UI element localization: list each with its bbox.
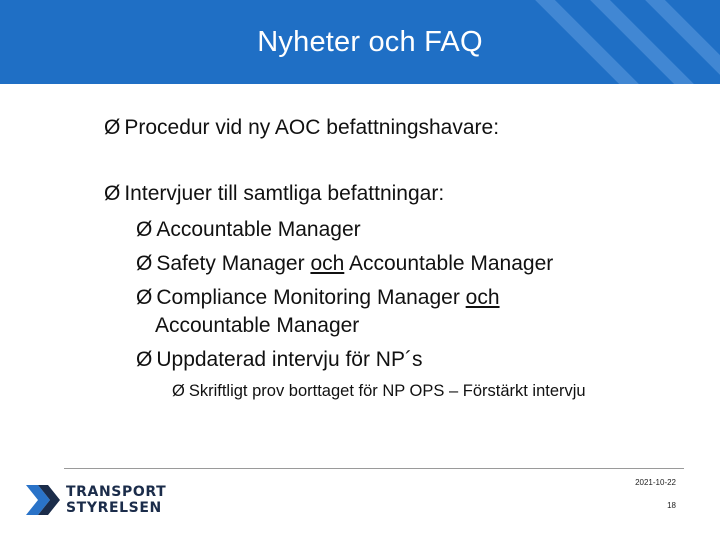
page-number: 18	[667, 501, 676, 510]
bullet-arrow-icon: Ø	[136, 286, 153, 309]
bullet-text: Procedur vid ny AOC befattningshavare:	[124, 116, 500, 139]
sub-bullet-text-post: Accountable Manager	[344, 252, 554, 275]
logo-mark-icon	[26, 485, 60, 515]
sub-bullet-underlined: och	[310, 252, 345, 275]
logo-line-2: STYRELSEN	[66, 500, 162, 516]
bullet-arrow-icon: Ø	[136, 252, 153, 275]
logo-wordmark	[66, 484, 166, 516]
footer-date: 2021-10-22	[635, 478, 676, 487]
sub-bullet-text-pre: Safety Manager	[156, 252, 311, 275]
sub-bullet-text-pre: Compliance Monitoring Manager	[156, 286, 466, 309]
sub-bullet-underlined: och	[465, 286, 500, 309]
bullet-arrow-icon: Ø	[104, 182, 121, 205]
bullet-item	[104, 182, 444, 206]
sub-bullet-item	[136, 252, 553, 276]
bullet-arrow-icon: Ø	[136, 348, 153, 371]
sub-bullet-item	[136, 286, 500, 310]
sub-sub-bullet-item	[172, 382, 586, 401]
logo-line-1: TRANSPORT	[66, 484, 167, 500]
sub-bullet-item	[136, 348, 422, 372]
sub-bullet-text: Accountable Manager	[156, 218, 361, 241]
bullet-arrow-icon: Ø	[172, 382, 185, 400]
bullet-item	[104, 116, 499, 140]
bullet-arrow-icon: Ø	[136, 218, 153, 241]
bullet-text: Intervjuer till samtliga befattningar:	[124, 182, 445, 205]
sub-bullet-item	[136, 218, 361, 242]
sub-bullet-continuation: Accountable Manager	[155, 314, 360, 337]
title-bar	[0, 0, 720, 84]
sub-sub-bullet-text: Skriftligt prov borttaget för NP OPS – Förstärkt intervju	[188, 382, 586, 400]
footer-divider	[64, 468, 684, 469]
bullet-arrow-icon: Ø	[104, 116, 121, 139]
page-title: Nyheter och FAQ	[257, 26, 483, 58]
transportstyrelsen-logo	[26, 484, 166, 516]
sub-bullet-text: Uppdaterad intervju för NP´s	[156, 348, 423, 371]
